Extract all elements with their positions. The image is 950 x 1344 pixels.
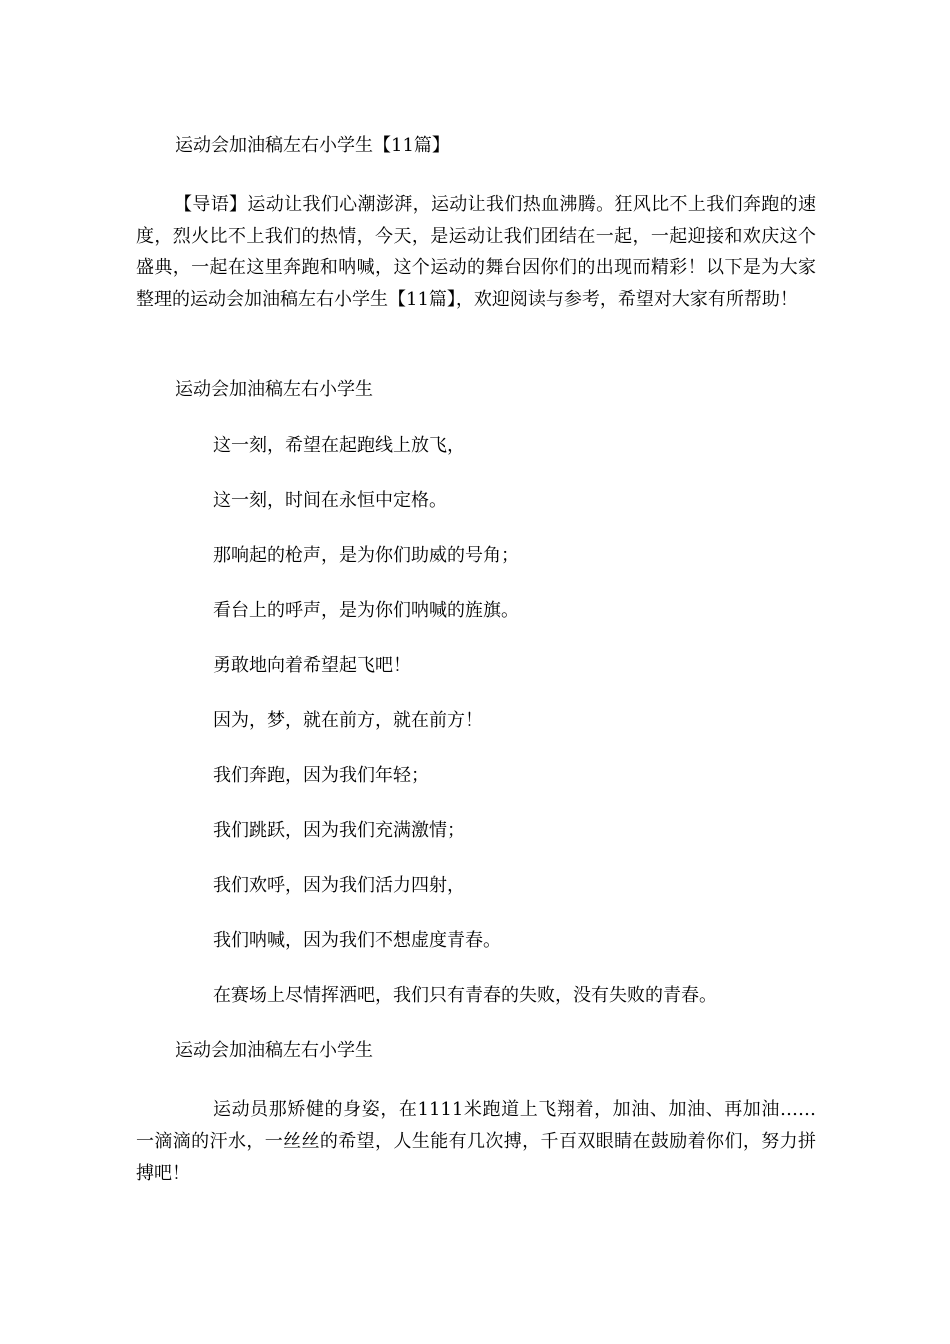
document-title: 运动会加油稿左右小学生【11篇】 bbox=[175, 135, 450, 156]
body-paragraph: 运动员那矫健的身姿，在1111米跑道上飞翔着，加油、加油、再加油……一滴滴的汗水，一丝丝的希望，人生能有几次搏，千百双眼睛在鼓励着你们，努力拼搏吧！ bbox=[136, 1099, 816, 1184]
intro-paragraph: 【导语】运动让我们心潮澎湃，运动让我们热血沸腾。狂风比不上我们奔跑的速度，烈火比不上我们的热情，今天，是运动让我们团结在一起，一起迎接和欢庆这个盛典，一起在这里奔跑和呐喊，这个运动的舞台因你们的出现而精彩！以下是为大家整理的运动会加油稿左右小学生【11篇】，欢迎阅读与参考，希望对大家有所帮助！ bbox=[136, 194, 816, 310]
poem-line: 看台上的呼声，是为你们呐喊的旌旗。 bbox=[213, 600, 519, 621]
section-heading: 运动会加油稿左右小学生 bbox=[175, 1040, 373, 1061]
poem-line: 因为，梦，就在前方，就在前方！ bbox=[213, 710, 483, 731]
poem-line: 我们跳跃，因为我们充满激情； bbox=[213, 820, 465, 841]
poem-line: 这一刻，时间在永恒中定格。 bbox=[213, 490, 447, 511]
poem-line: 那响起的枪声，是为你们助威的号角； bbox=[213, 545, 519, 566]
poem-line: 这一刻，希望在起跑线上放飞， bbox=[213, 435, 465, 456]
poem-line: 在赛场上尽情挥洒吧，我们只有青春的失败，没有失败的青春。 bbox=[213, 985, 717, 1006]
poem-line: 勇敢地向着希望起飞吧！ bbox=[213, 655, 411, 676]
section-heading: 运动会加油稿左右小学生 bbox=[175, 379, 373, 400]
poem-line: 我们奔跑，因为我们年轻； bbox=[213, 765, 429, 786]
poem-line: 我们呐喊，因为我们不想虚度青春。 bbox=[213, 930, 501, 951]
poem-line: 我们欢呼，因为我们活力四射， bbox=[213, 875, 465, 896]
